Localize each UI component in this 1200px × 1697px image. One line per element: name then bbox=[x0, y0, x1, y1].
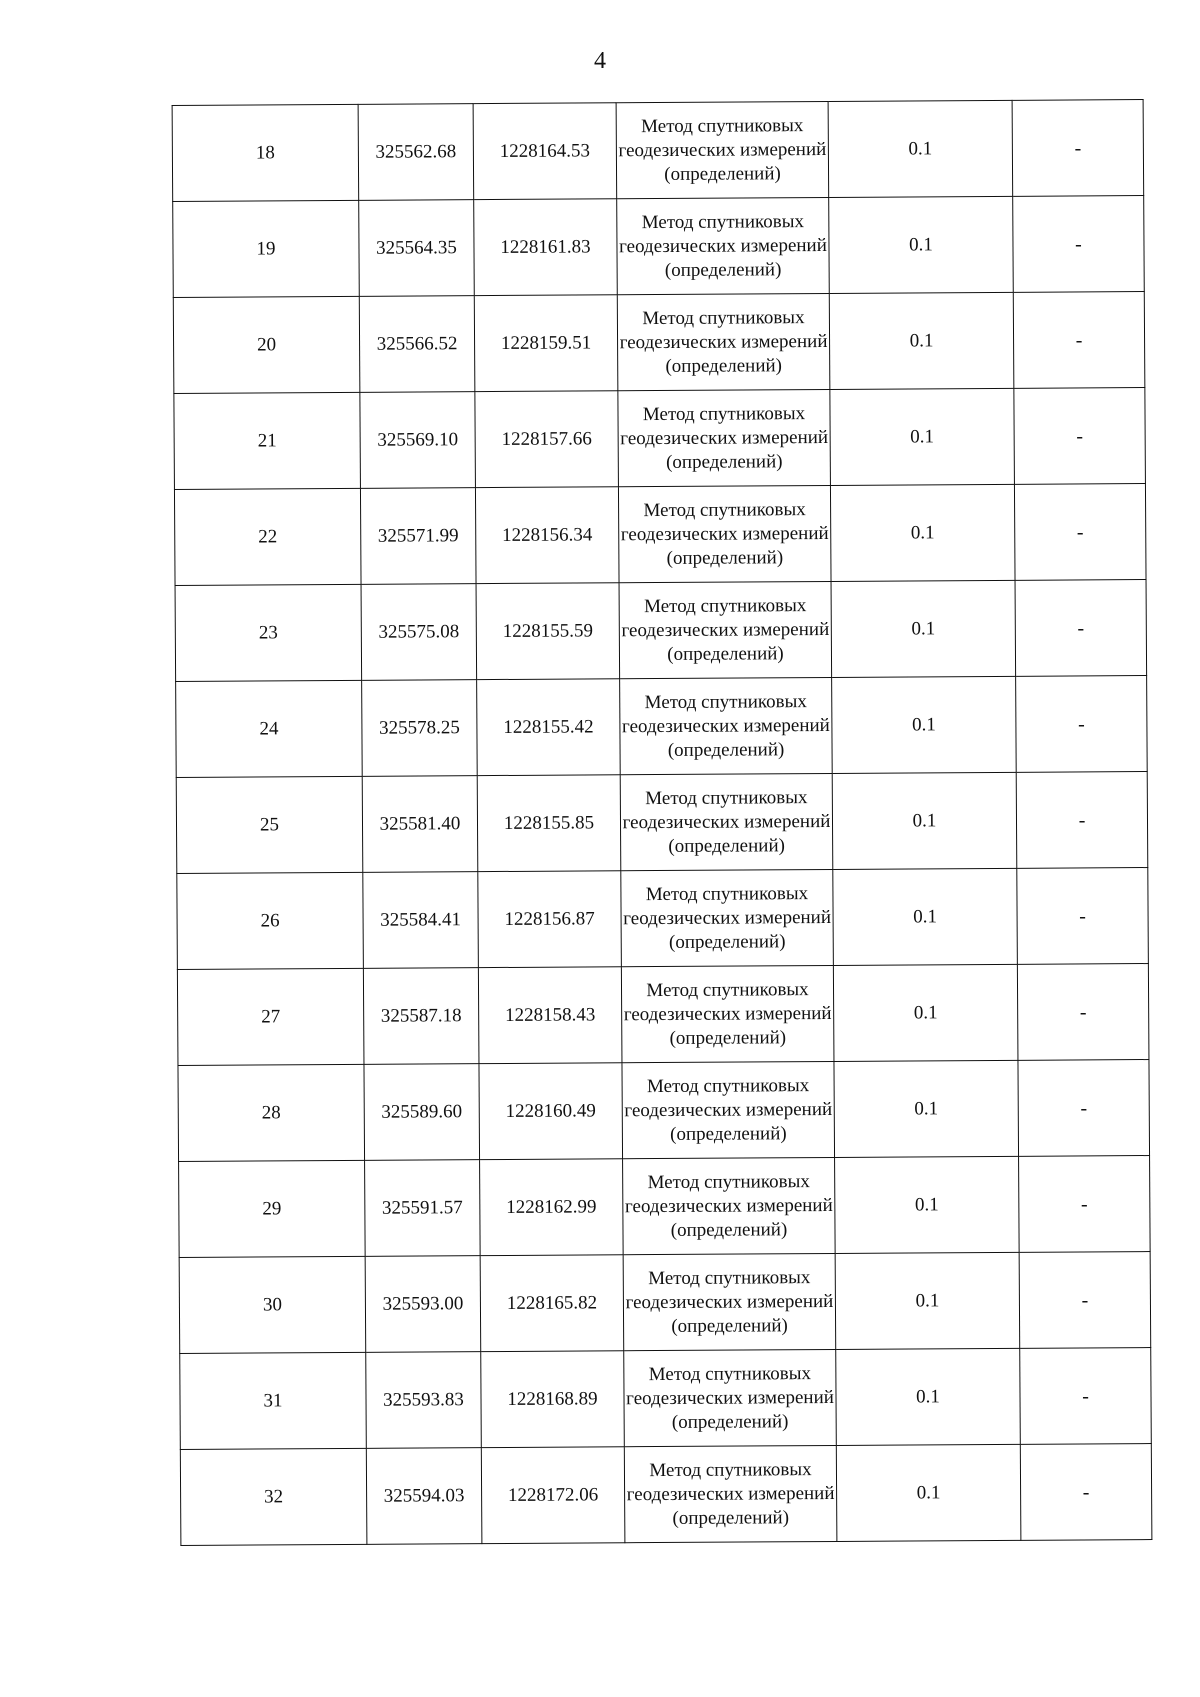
accuracy-cell: 0.1 bbox=[836, 1444, 1021, 1541]
coordinate-y-cell: 1228156.87 bbox=[478, 871, 622, 968]
point-number-cell: 22 bbox=[174, 488, 361, 585]
method-cell: Метод спутниковых геодезических измерений (определений) bbox=[617, 197, 830, 294]
page-number: 4 bbox=[594, 48, 606, 74]
note-cell: - bbox=[1017, 868, 1149, 965]
accuracy-cell: 0.1 bbox=[831, 580, 1016, 677]
method-cell: Метод спутниковых геодезических измерений (определений) bbox=[618, 485, 831, 582]
coordinate-y-cell: 1228162.99 bbox=[480, 1159, 624, 1256]
note-cell: - bbox=[1018, 1060, 1150, 1157]
point-number-cell: 30 bbox=[179, 1256, 366, 1353]
coordinate-y-cell: 1228161.83 bbox=[474, 199, 618, 296]
point-number-cell: 21 bbox=[174, 392, 361, 489]
coordinate-x-cell: 325589.60 bbox=[364, 1064, 480, 1161]
note-cell: - bbox=[1017, 964, 1149, 1061]
coordinate-x-cell: 325584.41 bbox=[363, 872, 479, 969]
accuracy-cell: 0.1 bbox=[835, 1252, 1020, 1349]
accuracy-cell: 0.1 bbox=[832, 676, 1017, 773]
method-cell: Метод спутниковых геодезических измерений (определений) bbox=[623, 1157, 836, 1254]
accuracy-cell: 0.1 bbox=[832, 772, 1017, 869]
coordinate-y-cell: 1228165.82 bbox=[480, 1255, 624, 1352]
coordinate-y-cell: 1228168.89 bbox=[481, 1351, 625, 1448]
table-row bbox=[178, 1060, 1150, 1162]
point-number-cell: 32 bbox=[180, 1448, 367, 1545]
accuracy-cell: 0.1 bbox=[829, 292, 1014, 389]
method-cell: Метод спутниковых геодезических измерений (определений) bbox=[624, 1445, 837, 1542]
coordinate-x-cell: 325564.35 bbox=[359, 200, 475, 297]
table-row bbox=[180, 1348, 1152, 1450]
note-cell: - bbox=[1019, 1252, 1151, 1349]
table-row bbox=[173, 292, 1145, 394]
coordinate-x-cell: 325587.18 bbox=[363, 968, 479, 1065]
coordinates-table bbox=[172, 99, 1153, 1546]
table-row bbox=[175, 580, 1147, 682]
table-row bbox=[177, 964, 1149, 1066]
table-row bbox=[172, 100, 1144, 202]
accuracy-cell: 0.1 bbox=[835, 1156, 1020, 1253]
method-cell: Метод спутниковых геодезических измерений (определений) bbox=[620, 677, 833, 774]
coordinate-x-cell: 325571.99 bbox=[360, 488, 476, 585]
method-cell: Метод спутниковых геодезических измерений (определений) bbox=[619, 581, 832, 678]
point-number-cell: 26 bbox=[177, 872, 364, 969]
method-cell: Метод спутниковых геодезических измерений (определений) bbox=[618, 389, 831, 486]
note-cell: - bbox=[1015, 580, 1147, 677]
coordinate-x-cell: 325575.08 bbox=[361, 584, 477, 681]
coordinate-x-cell: 325593.83 bbox=[366, 1352, 482, 1449]
coordinate-x-cell: 325581.40 bbox=[362, 776, 478, 873]
method-cell: Метод спутниковых геодезических измерений (определений) bbox=[622, 1061, 835, 1158]
point-number-cell: 28 bbox=[178, 1064, 365, 1161]
point-number-cell: 18 bbox=[172, 104, 359, 201]
method-cell: Метод спутниковых геодезических измерений (определений) bbox=[621, 965, 834, 1062]
table-row bbox=[176, 772, 1148, 874]
point-number-cell: 27 bbox=[177, 968, 364, 1065]
table-row bbox=[174, 484, 1146, 586]
accuracy-cell: 0.1 bbox=[830, 484, 1015, 581]
note-cell: - bbox=[1020, 1348, 1152, 1445]
coordinate-y-cell: 1228172.06 bbox=[481, 1447, 625, 1544]
coordinate-x-cell: 325593.00 bbox=[365, 1256, 481, 1353]
coordinate-y-cell: 1228164.53 bbox=[473, 103, 617, 200]
coordinate-y-cell: 1228156.34 bbox=[475, 487, 619, 584]
table-row bbox=[179, 1252, 1151, 1354]
coordinate-x-cell: 325566.52 bbox=[359, 296, 475, 393]
note-cell: - bbox=[1014, 388, 1146, 485]
coordinate-y-cell: 1228159.51 bbox=[474, 295, 618, 392]
note-cell: - bbox=[1019, 1156, 1151, 1253]
coordinate-x-cell: 325578.25 bbox=[362, 680, 478, 777]
table-row bbox=[177, 868, 1149, 970]
table-row bbox=[174, 388, 1146, 490]
note-cell: - bbox=[1020, 1444, 1152, 1541]
accuracy-cell: 0.1 bbox=[833, 964, 1018, 1061]
accuracy-cell: 0.1 bbox=[829, 196, 1014, 293]
method-cell: Метод спутниковых геодезических измерений (определений) bbox=[620, 773, 833, 870]
coordinate-x-cell: 325569.10 bbox=[360, 392, 476, 489]
point-number-cell: 20 bbox=[173, 296, 360, 393]
accuracy-cell: 0.1 bbox=[833, 868, 1018, 965]
method-cell: Метод спутниковых геодезических измерений (определений) bbox=[617, 293, 830, 390]
method-cell: Метод спутниковых геодезических измерений (определений) bbox=[616, 101, 829, 198]
point-number-cell: 19 bbox=[173, 200, 360, 297]
point-number-cell: 29 bbox=[179, 1160, 366, 1257]
method-cell: Метод спутниковых геодезических измерений (определений) bbox=[623, 1253, 836, 1350]
point-number-cell: 31 bbox=[180, 1352, 367, 1449]
note-cell: - bbox=[1012, 100, 1144, 197]
note-cell: - bbox=[1014, 484, 1146, 581]
note-cell: - bbox=[1013, 196, 1145, 293]
table-body bbox=[172, 100, 1152, 1546]
table-row bbox=[180, 1444, 1152, 1546]
coordinate-x-cell: 325591.57 bbox=[365, 1160, 481, 1257]
point-number-cell: 23 bbox=[175, 584, 362, 681]
coordinate-y-cell: 1228155.42 bbox=[477, 679, 621, 776]
coordinate-y-cell: 1228157.66 bbox=[475, 391, 619, 488]
coordinate-y-cell: 1228160.49 bbox=[479, 1063, 623, 1160]
accuracy-cell: 0.1 bbox=[836, 1348, 1021, 1445]
method-cell: Метод спутниковых геодезических измерений (определений) bbox=[624, 1349, 837, 1446]
method-cell: Метод спутниковых геодезических измерений (определений) bbox=[621, 869, 834, 966]
accuracy-cell: 0.1 bbox=[828, 100, 1013, 197]
table-row bbox=[173, 196, 1145, 298]
table-row bbox=[179, 1156, 1151, 1258]
note-cell: - bbox=[1016, 676, 1148, 773]
accuracy-cell: 0.1 bbox=[830, 388, 1015, 485]
accuracy-cell: 0.1 bbox=[834, 1060, 1019, 1157]
note-cell: - bbox=[1016, 772, 1148, 869]
note-cell: - bbox=[1013, 292, 1145, 389]
coordinate-x-cell: 325594.03 bbox=[366, 1448, 482, 1545]
coordinate-y-cell: 1228155.85 bbox=[477, 775, 621, 872]
table-row bbox=[176, 676, 1148, 778]
point-number-cell: 25 bbox=[176, 776, 363, 873]
coordinate-x-cell: 325562.68 bbox=[358, 104, 474, 201]
coordinate-y-cell: 1228155.59 bbox=[476, 583, 620, 680]
coordinate-y-cell: 1228158.43 bbox=[478, 967, 622, 1064]
point-number-cell: 24 bbox=[176, 680, 363, 777]
